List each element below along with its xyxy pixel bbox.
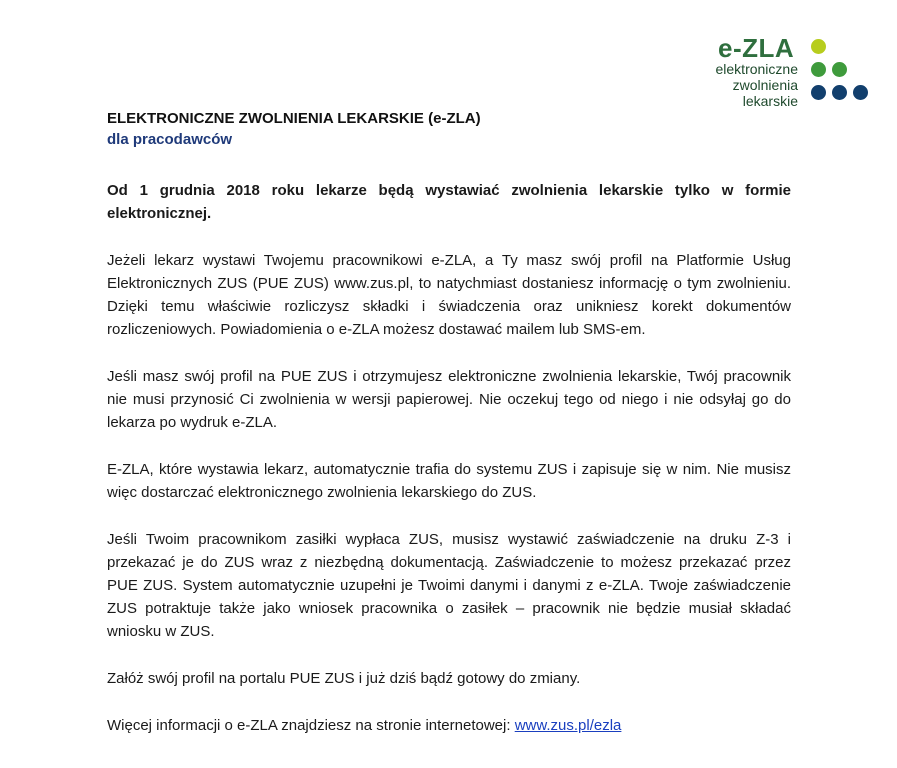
logo-line-3: lekarskie — [742, 93, 798, 109]
ezla-logo — [700, 33, 880, 109]
paragraph-automatic-system: E-ZLA, które wystawia lekarz, automatycznie trafia do systemu ZUS i zapisuje się w nim. Nie musisz więc dostarczać elektronicznego zwolnienia lekarskiego do ZUS. — [107, 461, 791, 501]
logo-dot-green-2 — [832, 62, 847, 77]
logo-brand-text: e-ZLA — [718, 33, 795, 63]
logo-dot-navy-2 — [832, 85, 847, 100]
logo-dot-navy-3 — [853, 85, 868, 100]
more-info-text: Więcej informacji o e-ZLA znajdziesz na stronie internetowej: — [107, 717, 515, 734]
ezla-website-link[interactable]: www.zus.pl/ezla — [514, 717, 622, 734]
logo-dot-navy-1 — [811, 85, 826, 100]
paragraph-create-profile: Załóż swój profil na portalu PUE ZUS i już dziś bądź gotowy do zmiany. — [107, 670, 581, 687]
paragraph-more-info — [107, 714, 791, 737]
paragraph-no-paper: Jeśli masz swój profil na PUE ZUS i otrzymujesz elektroniczne zwolnienia lekarskie, Twój pracownik nie musi przynosić Ci zwolnienia w wersji papierowej. Nie oczekuj tego od niego i nie odsyłaj go do lekarza po wydruk e-ZLA. — [107, 368, 791, 431]
logo-line-2: zwolnienia — [732, 77, 798, 93]
lead-paragraph: Od 1 grudnia 2018 roku lekarze będą wystawiać zwolnienia lekarskie tylko w formie elektronicznej. — [107, 182, 791, 222]
paragraph-pue-notifications: Jeżeli lekarz wystawi Twojemu pracownikowi e-ZLA, a Ty masz swój profil na Platformie Usług Elektronicznych ZUS (PUE ZUS) www.zus.pl, to natychmiast dostaniesz informację o tym zwolnieniu. Dzięki temu właściwie rozliczysz składki i świadczenia oraz unikniesz korekt dokumentów rozliczeniowych. Powiadomienia o e-ZLA możesz dostawać mailem lub SMS-em. — [107, 252, 791, 338]
logo-dot-lime — [811, 39, 826, 54]
document-title: ELEKTRONICZNE ZWOLNIENIA LEKARSKIE (e-ZLA) — [107, 110, 481, 127]
paragraph-z3-certificate: Jeśli Twoim pracownikom zasiłki wypłaca ZUS, musisz wystawić zaświadczenie na druku Z-3 i przekazać je do ZUS wraz z niezbędną dokumentacją. Zaświadczenie to możesz przekazać przez PUE ZUS. System automatycznie uzupełni je Twoimi danymi i danymi z e-ZLA. Twoje zaświadczenie ZUS potraktuje także jako wniosek pracownika o zasiłek – pracownik nie będzie musiał składać wniosku w ZUS. — [107, 531, 791, 640]
logo-line-1: elektroniczne — [715, 61, 798, 77]
document-content — [107, 108, 791, 737]
document-subtitle: dla pracodawców — [107, 131, 233, 148]
logo-dot-green-1 — [811, 62, 826, 77]
